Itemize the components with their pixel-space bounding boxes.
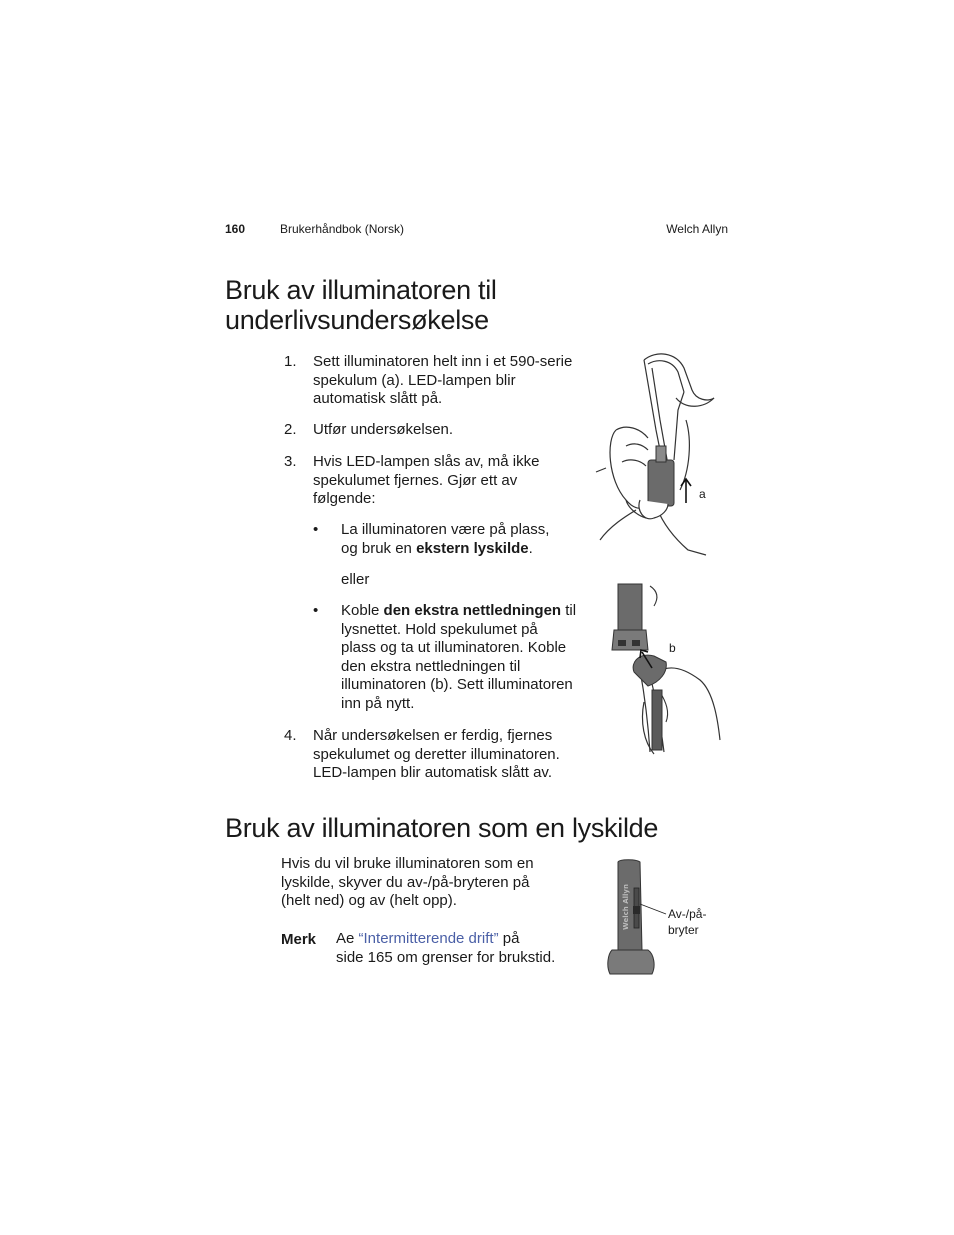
step-line: Når undersøkelsen er ferdig, fjernes bbox=[313, 727, 553, 744]
bullet-text bbox=[341, 521, 591, 558]
switch-callout-line bbox=[640, 904, 666, 914]
figure-label-a: a bbox=[699, 487, 706, 501]
bullet-symbol: • bbox=[313, 602, 319, 619]
section2-title: Bruk av illuminatoren som en lyskilde bbox=[225, 813, 659, 843]
illuminator-body bbox=[618, 584, 642, 632]
step-number: 2. bbox=[284, 421, 297, 438]
speculum-illustration bbox=[596, 350, 716, 560]
bullet-line: Koble bbox=[341, 602, 384, 619]
paragraph-line: Hvis du vil bruke illuminatoren som en bbox=[281, 855, 534, 872]
step-line: Sett illuminatoren helt inn i et 590-serie bbox=[313, 353, 573, 370]
bullet-line: illuminatoren (b). Sett illuminatoren bbox=[341, 676, 573, 693]
step-number: 1. bbox=[284, 353, 297, 370]
step-line: spekulum (a). LED-lampen blir bbox=[313, 371, 516, 389]
step-line: spekulumet og deretter illuminatoren. bbox=[313, 745, 560, 763]
bold-term: den ekstra nettledningen bbox=[383, 602, 562, 619]
bullet-line: inn på nytt. bbox=[341, 694, 415, 712]
switch-knob bbox=[633, 906, 640, 914]
brand-name: Welch Allyn bbox=[666, 222, 728, 236]
arrow-up-icon bbox=[638, 648, 654, 670]
paragraph-line: (helt ned) og av (helt opp). bbox=[281, 892, 457, 909]
bold-term: ekstern lyskilde bbox=[416, 539, 529, 557]
note-line: side 165 om grenser for brukstid. bbox=[336, 948, 556, 966]
step-line: følgende: bbox=[313, 490, 376, 507]
paragraph-line: lyskilde, skyver du av-/på-bryteren på bbox=[281, 873, 530, 891]
switch-label bbox=[668, 906, 706, 938]
bullet-line: . bbox=[528, 539, 533, 557]
manual-title: Brukerhåndbok (Norsk) bbox=[280, 222, 405, 236]
section1-title-line2: underlivsundersøkelse bbox=[225, 305, 489, 335]
note-text bbox=[336, 930, 596, 967]
section2-paragraph bbox=[281, 855, 571, 911]
step-line: Hvis LED-lampen slås av, må ikke bbox=[313, 453, 540, 470]
step-line: Utfør undersøkelsen. bbox=[313, 421, 454, 438]
switch-label-line: Av-/på- bbox=[668, 907, 707, 921]
step-text bbox=[313, 421, 588, 440]
note-label: Merk bbox=[281, 931, 317, 948]
step-text bbox=[313, 353, 588, 409]
step-line: spekulumet fjernes. Gjør ett av bbox=[313, 471, 518, 489]
bullet-line: lysnettet. Hold spekulumet på bbox=[341, 620, 538, 638]
illuminator-tip bbox=[656, 446, 666, 462]
or-text: eller bbox=[341, 571, 370, 588]
step-line: LED-lampen blir automatisk slått av. bbox=[313, 764, 552, 781]
illuminator-device-illustration bbox=[606, 858, 670, 978]
figure-label-b: b bbox=[669, 641, 676, 655]
step-number: 3. bbox=[284, 453, 297, 470]
power-cord-illustration bbox=[604, 582, 724, 757]
section1-title bbox=[225, 275, 497, 335]
bullet-line: den ekstra nettledningen til bbox=[341, 657, 521, 675]
step-number: 4. bbox=[284, 727, 297, 744]
bullet-text bbox=[341, 602, 591, 713]
note-prefix: Ae bbox=[336, 930, 359, 947]
bullet-line: La illuminatoren være på plass, bbox=[341, 521, 550, 538]
bullet-symbol: • bbox=[313, 521, 319, 538]
page-number: 160 bbox=[225, 222, 246, 236]
bullet-line: til bbox=[561, 602, 577, 619]
section1-title-line1: Bruk av illuminatoren til bbox=[225, 275, 497, 305]
device-logo: Welch Allyn bbox=[622, 884, 630, 930]
bullet-line: og bruk en bbox=[341, 539, 417, 557]
note-link[interactable]: “Intermitterende drift” bbox=[358, 930, 499, 947]
step-line: automatisk slått på. bbox=[313, 390, 443, 407]
illuminator-body bbox=[648, 460, 674, 506]
step-text bbox=[313, 453, 588, 509]
note-suffix: på bbox=[498, 930, 520, 947]
bullet-line: plass og ta ut illuminatoren. Koble bbox=[341, 639, 567, 656]
step-text bbox=[313, 727, 588, 783]
arrow-up-icon bbox=[680, 478, 692, 504]
switch-label-line: bryter bbox=[668, 923, 699, 937]
